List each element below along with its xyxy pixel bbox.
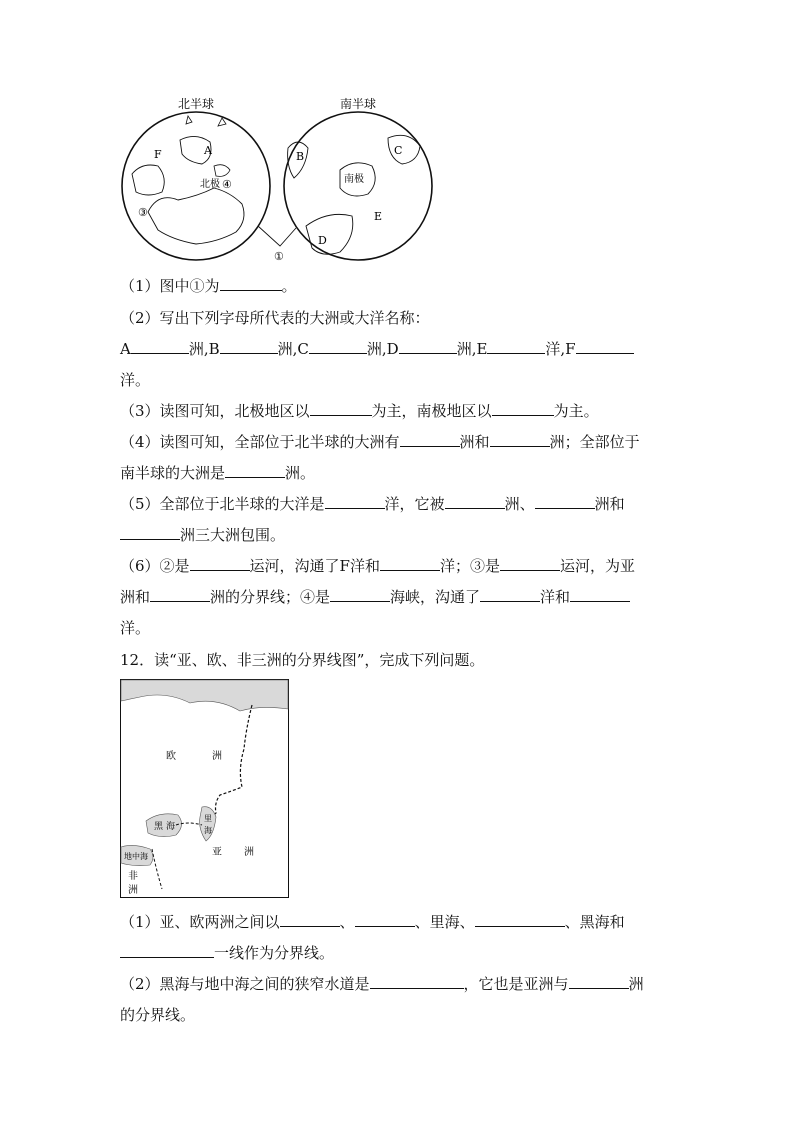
q11-p2-text: （2）写出下列字母所代表的大洲或大洋名称： [120, 309, 430, 327]
q12-p1-seg: 、黑海和 [564, 913, 625, 931]
answer-blank[interactable] [492, 401, 554, 416]
answer-blank[interactable] [475, 912, 565, 927]
boundary-map [120, 679, 290, 899]
answer-blank[interactable] [330, 587, 390, 602]
map-label-asia-1: 亚 [212, 847, 222, 858]
answer-blank[interactable] [380, 556, 440, 571]
south-hemisphere-title: 南半球 [339, 97, 377, 111]
q11-p1-end: 。 [281, 277, 297, 295]
q11-part4a [120, 432, 680, 452]
answer-blank[interactable] [399, 339, 457, 354]
q11-p6-seg: 洋和 [540, 588, 571, 606]
q11-part3 [120, 401, 680, 421]
q12-part1b [120, 943, 680, 963]
q11-part5b [120, 525, 680, 545]
q12-p2-seg: ，它也是亚洲与 [463, 975, 569, 993]
q12-part2b [120, 1005, 680, 1025]
q11-p5-seg: （5）全部位于北半球的大洋是 [120, 495, 325, 513]
q11-p4-seg: 洲。 [285, 464, 316, 482]
q11-p1-text: （1）图中①为 [120, 277, 220, 295]
map-label-africa-1: 非 [128, 871, 138, 882]
q11-p2-seg: A [120, 340, 131, 358]
label-D: D [318, 234, 327, 247]
q12-part2a [120, 974, 680, 994]
map-label-africa-2: 洲 [128, 885, 138, 896]
label-C: C [394, 144, 403, 157]
map-label-asia-2: 洲 [244, 847, 254, 858]
q11-part6a [120, 556, 680, 576]
map-label-mediterranean: 地中海 [124, 852, 148, 861]
answer-blank[interactable] [576, 339, 634, 354]
q11-p5-seg: 洋，它被 [384, 495, 445, 513]
answer-blank[interactable] [569, 974, 629, 989]
q11-p6-seg: 海峡，沟通了 [390, 588, 481, 606]
answer-blank[interactable] [309, 339, 367, 354]
q12-p2-seg: （2）黑海与地中海之间的狭窄水道是 [120, 975, 370, 993]
q11-p6-seg: （6）②是 [120, 557, 190, 575]
q11-p6-seg: 运河，沟通了F洋和 [249, 557, 380, 575]
answer-blank[interactable] [487, 339, 545, 354]
label-c1: ① [274, 250, 284, 263]
map-label-caspian-2: 海 [204, 826, 212, 835]
label-north-pole: 北极 [200, 179, 220, 190]
q11-p5-seg: 洲、 [504, 495, 535, 513]
answer-blank[interactable] [370, 974, 464, 989]
north-hemisphere-title: 北半球 [177, 97, 215, 111]
label-south-pole: 南极 [344, 174, 364, 185]
answer-blank[interactable] [131, 339, 189, 354]
q11-p5-seg: 洲和 [594, 495, 625, 513]
map-label-black-1: 黑 [154, 822, 164, 832]
answer-blank[interactable] [500, 556, 560, 571]
q11-part5a [120, 494, 680, 514]
q11-p2-seg: 洲,D [366, 340, 399, 358]
pointer-lines [258, 226, 296, 246]
answer-blank[interactable] [570, 587, 630, 602]
q11-p2-seg: 洲,E [456, 340, 488, 358]
q11-p2-seg: 洲,B [188, 340, 220, 358]
answer-blank[interactable] [225, 463, 285, 478]
q11-p2-seg: 洋,F [545, 340, 576, 358]
north-hemisphere-circle [122, 112, 270, 260]
q11-p6-seg: 运河，为亚 [559, 557, 635, 575]
map-label-europe-1: 欧 [166, 751, 176, 762]
q12-p1-seg: 、里海、 [414, 913, 475, 931]
q11-p4-seg: 洲和 [459, 433, 490, 451]
q11-p2-end: 洋。 [120, 371, 151, 389]
q11-part1 [120, 276, 680, 296]
label-E: E [374, 210, 383, 223]
map-label-europe-2: 洲 [212, 751, 222, 762]
map-label-black-2: 海 [166, 822, 176, 832]
q11-p3-seg: （3）读图可知，北极地区以 [120, 402, 310, 420]
q12-p1-seg: 一线作为分界线。 [214, 944, 335, 962]
answer-blank[interactable] [220, 276, 282, 291]
answer-blank[interactable] [150, 587, 210, 602]
label-A: A [204, 144, 212, 157]
answer-blank[interactable] [220, 339, 278, 354]
hemispheres-map [118, 92, 438, 266]
answer-blank[interactable] [490, 432, 550, 447]
label-c4: ④ [222, 178, 232, 191]
label-B: B [296, 150, 305, 163]
q11-p5-seg: 洲三大洲包围。 [180, 526, 286, 544]
q11-p2-seg: 洲,C [277, 340, 309, 358]
q11-p6-seg: 洋；③是 [439, 557, 500, 575]
q11-part2-row [120, 339, 680, 359]
q12-p2-seg: 洲 [628, 975, 644, 993]
answer-blank[interactable] [400, 432, 460, 447]
q11-part2-end [120, 370, 680, 390]
q11-p4-seg: 南半球的大洲是 [120, 464, 226, 482]
q11-p3-seg: 为主，南极地区以 [371, 402, 492, 420]
answer-blank[interactable] [445, 494, 505, 509]
q12-heading [120, 650, 680, 670]
label-F: F [154, 148, 162, 161]
label-c3: ③ [138, 206, 148, 219]
q11-p3-seg: 为主。 [553, 402, 599, 420]
answer-blank[interactable] [355, 912, 415, 927]
q12-part1a [120, 912, 680, 932]
q11-part6c [120, 618, 680, 638]
q11-p4-seg: （4）读图可知，全部位于北半球的大洲有 [120, 433, 400, 451]
answer-blank[interactable] [325, 494, 385, 509]
q11-part2 [120, 308, 680, 328]
q11-part6b [120, 587, 680, 607]
q11-p4-seg: 洲；全部位于 [549, 433, 640, 451]
answer-blank[interactable] [280, 912, 340, 927]
q12-p1-seg: 、 [339, 913, 355, 931]
q11-p6-end: 洋。 [120, 619, 151, 637]
south-hemisphere-circle [284, 112, 432, 260]
q11-p6-seg: 洲和 [120, 588, 151, 606]
q11-p6-seg: 洲的分界线；④是 [210, 588, 331, 606]
map-label-caspian-1: 里 [204, 814, 212, 823]
answer-blank[interactable] [190, 556, 250, 571]
answer-blank[interactable] [120, 525, 180, 540]
q12-p2-end: 的分界线。 [120, 1006, 196, 1024]
q12-p1-seg: （1）亚、欧两洲之间以 [120, 913, 280, 931]
q11-part4b [120, 463, 680, 483]
answer-blank[interactable] [480, 587, 540, 602]
q12-heading-text: 12．读“亚、欧、非三洲的分界线图”，完成下列问题。 [120, 651, 485, 669]
answer-blank[interactable] [120, 943, 214, 958]
answer-blank[interactable] [310, 401, 372, 416]
answer-blank[interactable] [535, 494, 595, 509]
